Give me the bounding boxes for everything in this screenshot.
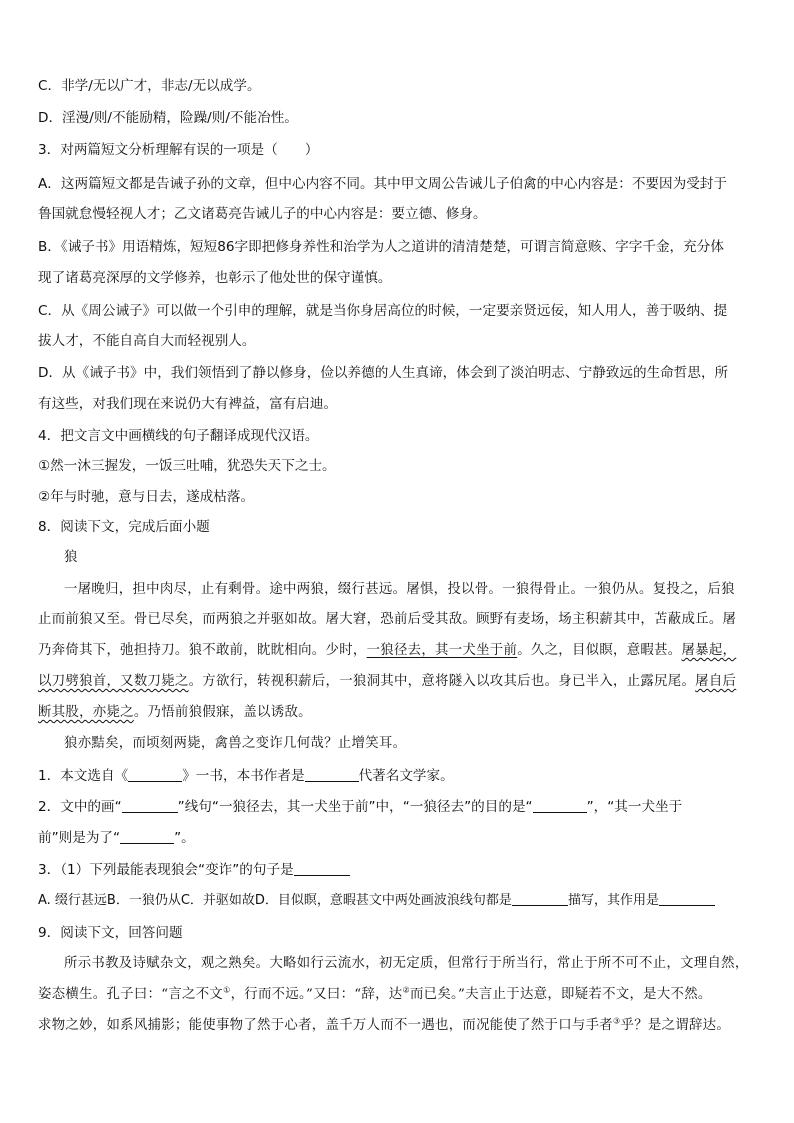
answer-blank[interactable] bbox=[305, 767, 359, 782]
passage-text: 求物之妙，如系风捕影；能使事物了然于心者，盖千万人而不一遇也，而况能使了然于口与手者 bbox=[38, 1018, 614, 1033]
passage-line: 止而前狼又至。骨已尽矣，而两狼之并驱如故。屠大窘，恐前后受其敌。顾野有麦场，场主积薪其中，苫蔽成丘。屠 bbox=[38, 612, 737, 627]
question-text: 描写，其作用是 bbox=[567, 893, 659, 908]
passage-text: 乎？是之谓辞达。 bbox=[620, 1018, 731, 1033]
passage2-line bbox=[38, 985, 712, 1005]
passage-text: 。久之，目似瞑，意暇甚。 bbox=[517, 643, 682, 658]
passage-conclusion: 狼亦黠矣，而顷刻两毙，禽兽之变诈几何哉？止增笑耳。 bbox=[64, 736, 407, 751]
q3-option-d-line2: 有这些，对我们现在来说仍大有裨益，富有启迪。 bbox=[38, 396, 338, 412]
passage-text: 。乃悟前狼假寐，盖以诱敌。 bbox=[133, 705, 312, 720]
wavy-underlined-sentence: 屠自后 bbox=[695, 674, 737, 689]
question-3-stem: 3．对两篇短文分析理解有误的一项是（ ） bbox=[38, 142, 319, 158]
option-c-line: C．非学/无以广才，非志/无以成学。 bbox=[38, 78, 261, 94]
passage-text: 。方欲行，转视积薪后，一狼洞其中，意将隧入以攻其后也。身已半入，止露尻尾。 bbox=[188, 674, 696, 689]
question-text: 1．本文选自《 bbox=[38, 768, 129, 784]
q3-option-d-line1: D．从《诫子书》中，我们领悟到了静以修身，俭以养德的人生真谛，体会到了淡泊明志、宁静致远的生命哲思，所 bbox=[38, 365, 729, 381]
question-4-stem: 4．把文言文中画横线的句子翻译成现代汉语。 bbox=[38, 428, 319, 444]
passage-line bbox=[38, 641, 736, 661]
footnote-marker: ① bbox=[223, 985, 231, 995]
answer-blank[interactable] bbox=[294, 861, 350, 876]
answer-blank[interactable] bbox=[122, 798, 178, 813]
underlined-sentence: 一狼径去，其一犬坐于前 bbox=[366, 643, 518, 658]
answer-blank[interactable] bbox=[512, 891, 568, 906]
q4-sentence-2: ②年与时驰，意与日去，遂成枯落。 bbox=[38, 489, 255, 505]
sub-question-3-options bbox=[38, 891, 715, 911]
passage-text: 而已矣。”夫言止于达意，即疑若不文，是大不然。 bbox=[409, 987, 712, 1002]
answer-blank[interactable] bbox=[120, 829, 174, 844]
passage-text: ，行而不远。”又曰：“辞，达 bbox=[230, 987, 403, 1002]
passage-text: 姿态横生。孔子曰：“言之不文 bbox=[38, 987, 224, 1002]
wavy-underlined-sentence: 屠暴起， bbox=[681, 643, 737, 658]
question-text: A. 缀行甚远B．一狼仍从C．并驱如故D．目似瞑，意暇甚文中两处画波浪线句都是 bbox=[38, 893, 512, 908]
question-text: 代著名文学家。 bbox=[358, 768, 454, 784]
question-text: 2．文中的画“ bbox=[38, 799, 122, 815]
passage-line bbox=[38, 703, 312, 723]
footnote-marker: ③ bbox=[613, 1016, 621, 1026]
sub-question-1 bbox=[38, 766, 454, 786]
passage-line bbox=[38, 672, 736, 692]
question-text: ”，“其一犬坐于 bbox=[586, 799, 683, 815]
question-text: ”线句“一狼径去，其一犬坐于前”中，“一狼径去”的目的是“ bbox=[177, 799, 533, 815]
question-text: 前”则是为了“ bbox=[38, 830, 121, 846]
sub-question-2 bbox=[38, 797, 682, 817]
q3-option-b-line2: 现了诸葛亮深厚的文学修养，也彰示了他处世的保守谨慎。 bbox=[38, 270, 392, 286]
q3-option-a-line1: A．这两篇短文都是告诫子孙的文章，但中心内容不同。其中甲文周公告诫儿子伯禽的中心内容是：不要因为受封于 bbox=[38, 176, 727, 192]
question-text: ”。 bbox=[174, 830, 195, 846]
q3-option-c-line2: 拔人才，不能自高自大而轻视别人。 bbox=[38, 333, 256, 349]
q3-option-b-line1: B．《诫子书》用语精炼，短短86字即把修身养性和治学为人之道讲的清清楚楚，可谓言简意赅、字字千金，充分体 bbox=[38, 239, 724, 255]
wavy-underlined-sentence: 以刀劈狼首，又数刀毙之 bbox=[38, 674, 189, 689]
sub-question-3 bbox=[38, 860, 350, 880]
passage-title: 狼 bbox=[64, 550, 78, 565]
q3-option-c-line1: C．从《周公诫子》可以做一个引申的理解，就是当你身居高位的时候，一定要亲贤远佞，知人用人，善于吸纳、提 bbox=[38, 303, 728, 319]
sub-question-2-cont bbox=[38, 828, 195, 848]
section-8-heading: 8．阅读下文，完成后面小题 bbox=[38, 519, 210, 535]
passage-line: 一屠晚归，担中肉尽，止有剩骨。途中两狼，缀行甚远。屠惧，投以骨。一狼得骨止。一狼仍从。复投之，后狼 bbox=[64, 582, 735, 597]
q4-sentence-1: ①然一沐三握发，一饭三吐哺，犹恐失天下之士。 bbox=[38, 458, 336, 474]
passage2-line: 所示书教及诗赋杂文，观之熟矣。大略如行云流水，初无定质，但常行于所当行，常止于所不可不止，文理自然， bbox=[64, 956, 749, 971]
wavy-underlined-sentence: 断其股，亦毙之 bbox=[38, 705, 134, 720]
question-text: 3．（1）下列最能表现狼会“变诈”的句子是 bbox=[38, 862, 294, 878]
q3-option-a-line2: 鲁国就怠慢轻视人才；乙文诸葛亮告诫儿子的中心内容是：要立德、修身。 bbox=[38, 206, 487, 222]
footnote-marker: ② bbox=[402, 985, 410, 995]
passage2-line bbox=[38, 1016, 730, 1036]
answer-blank[interactable] bbox=[128, 767, 182, 782]
answer-blank[interactable] bbox=[659, 891, 715, 906]
answer-blank[interactable] bbox=[533, 798, 587, 813]
option-d-line: D．淫漫/则/不能励精，险躁/则/不能冶性。 bbox=[38, 110, 298, 126]
section-9-heading: 9．阅读下文，回答问题 bbox=[38, 925, 183, 941]
passage-text: 乃奔倚其下，弛担持刀。狼不敢前，眈眈相向。少时， bbox=[38, 643, 367, 658]
question-text: 》一书，本书作者是 bbox=[182, 768, 305, 784]
